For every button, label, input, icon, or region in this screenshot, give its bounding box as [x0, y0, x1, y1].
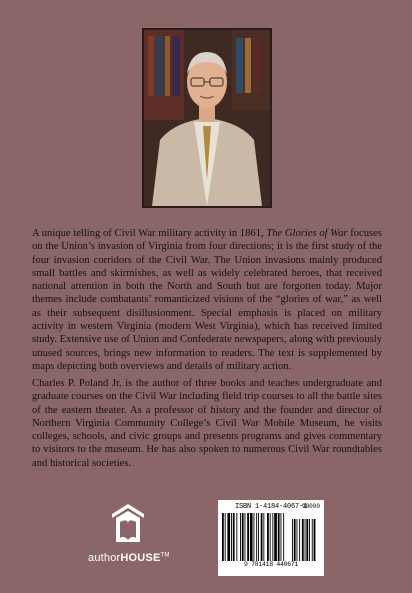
isbn-number: ISBN 1-4184-4067-1	[234, 503, 307, 511]
description-body: focuses on the Union’s invasion of Virginia from four directions; it is the first study of the four invasion corridors of the Civil War. The Union invasions mainly produced small battles and skirmishes, as well as widely celebrated heroes, that received national attention in both the North and South but are forgotten today. Major themes include combatants’ romanticized visions of the “glories of war,” as well as their subsequent disillusionment. Special emphasis is placed on military activity in western Virginia (modern West Virginia), which has received limited study. Extensive use of Union and Confederate newspapers, along with previously unused sources, brings new information to readers. The text is supplemented by maps depicting both overviews and details of military action.	[32, 228, 382, 372]
publisher-name-part: author	[88, 552, 121, 564]
description-intro: A unique telling of Civil War military activity in 1861,	[32, 228, 267, 239]
publisher-name-bold: HOUSE	[120, 552, 161, 564]
book-description	[32, 227, 382, 373]
author-bio: Charles P. Poland Jr. is the author of three books and teaches undergraduate and graduate courses on the Civil War including field trip courses to all the battle sites of the eastern theater. As a professor of history and the founder and director of Northern Virginia Community College’s Civil War Mobile Museum, he visits colleges, schools, and civic groups and presents programs and gives commentary to visitors to the museum. He has also spoken to numerous Civil War roundtables and historical societies.	[32, 378, 382, 469]
publisher-name	[88, 552, 168, 564]
barcode-bars	[222, 513, 320, 561]
author-photo	[142, 28, 272, 208]
author-portrait-image	[144, 30, 270, 206]
price-addon: 90000	[301, 503, 320, 510]
book-title: The Glories of War	[266, 228, 348, 239]
house-book-icon	[110, 502, 146, 546]
publisher-logo	[88, 502, 168, 574]
barcode-digits: 9 781418 440671	[243, 561, 298, 568]
trademark-mark: TM	[160, 552, 170, 559]
isbn-barcode	[218, 500, 324, 576]
